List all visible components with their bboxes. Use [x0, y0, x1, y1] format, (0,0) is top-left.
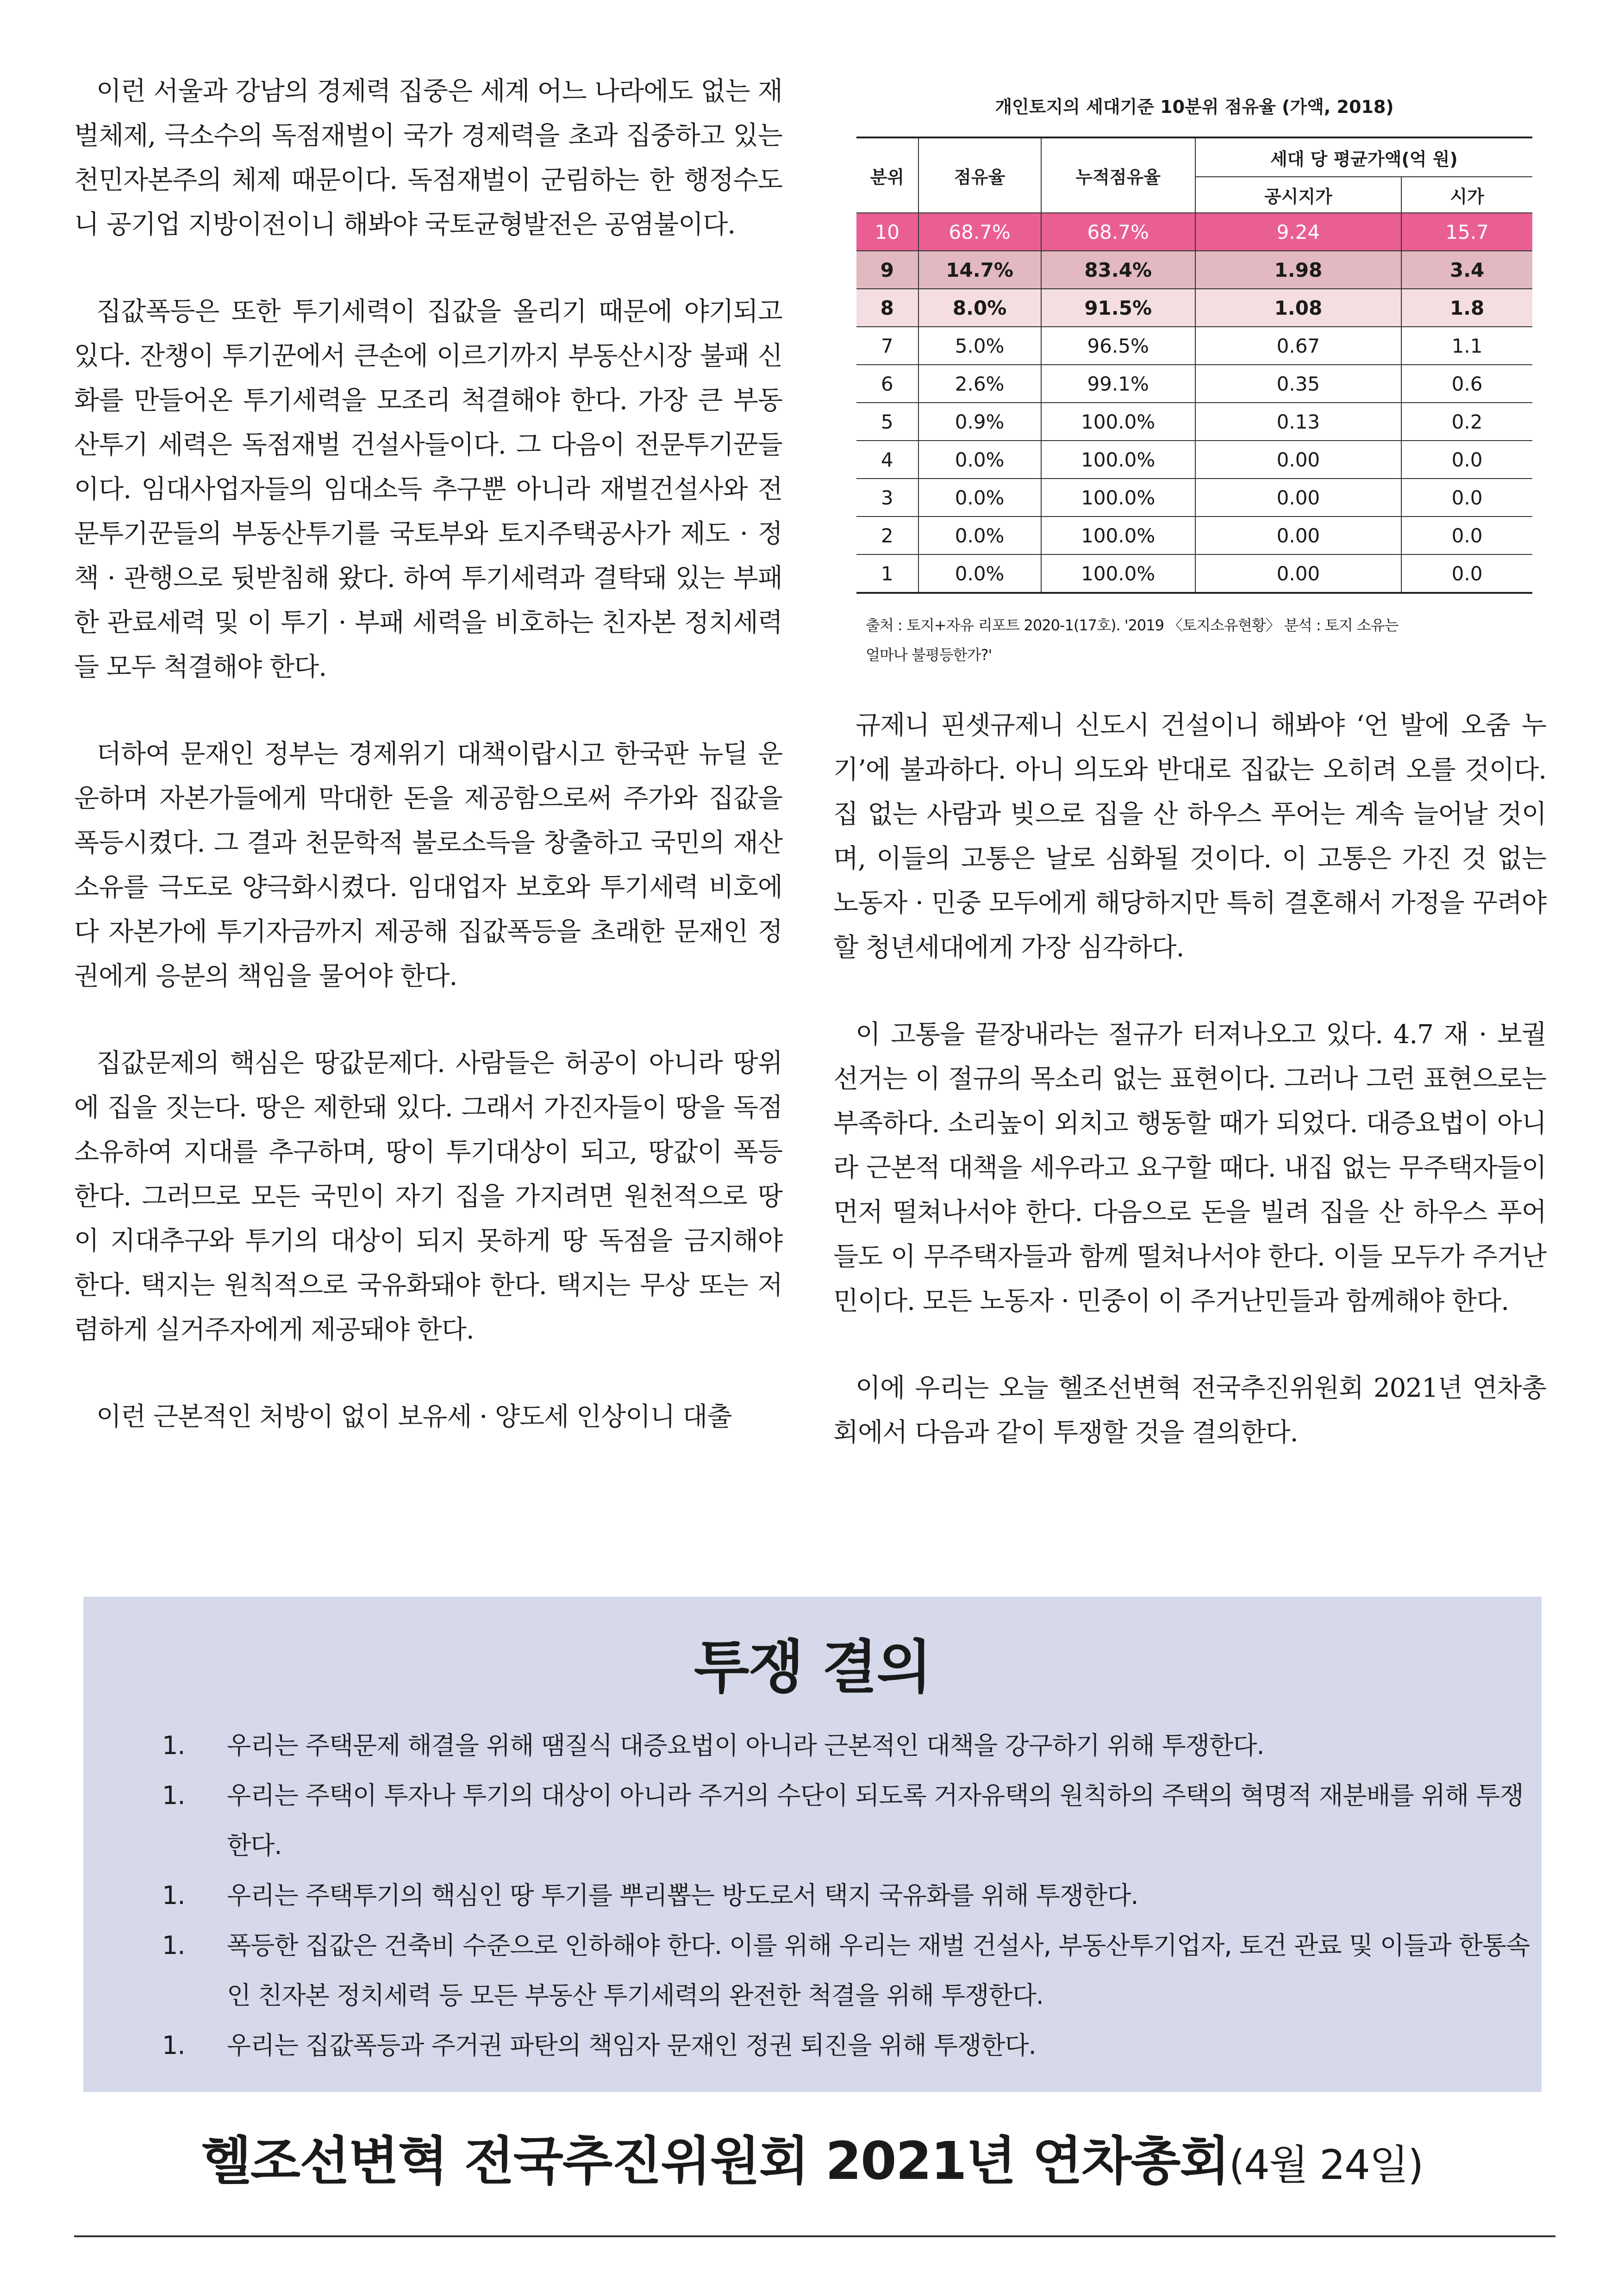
table-row [856, 403, 1532, 441]
cell-official: 0.00 [1195, 554, 1401, 593]
table-row [856, 441, 1532, 479]
table-source [866, 610, 1532, 670]
cell-share: 8.0% [918, 289, 1041, 327]
cell-cumulative: 83.4% [1041, 251, 1195, 289]
table-source-line: 출처 : 토지+자유 리포트 2020-1(17호). '2019 〈토지소유현황〉 분석 : 토지 소유는 [866, 616, 1399, 634]
resolution-list [83, 1721, 1542, 2071]
header-market-price: 시가 [1401, 177, 1532, 213]
paragraph: 더하여 문재인 정부는 경제위기 대책이랍시고 한국판 뉴딜 운운하며 자본가들에게 막대한 돈을 제공함으로써 주가와 집값을 폭등시켰다. 그 결과 천문학적 불로소득을 창출하고 국민의 재산소유를 극도로 양극화시켰다. 임대업자 보호와 투기세력 비호에다 자본가에 투기자금까지 제공해 집값폭등을 초래한 문재인 정권에게 응분의 책임을 물어야 한다. [74, 739, 782, 991]
bottom-rule [74, 2235, 1555, 2237]
resolution-item [162, 1921, 1542, 2021]
cell-share: 5.0% [918, 327, 1041, 365]
cell-market: 1.1 [1401, 327, 1532, 365]
cell-decile: 7 [856, 327, 918, 365]
item-text: 폭등한 집값은 건축비 수준으로 인하해야 한다. 이를 위해 우리는 재벌 건설사, 부동산투기업자, 토건 관료 및 이들과 한통속인 친자본 정치세력 등 모든 부동산 투기세력의 완전한 척결을 위해 투쟁한다. [227, 1931, 1530, 2010]
item-number: 1. [162, 2031, 185, 2060]
cell-market: 0.0 [1401, 554, 1532, 593]
table-source-line: 얼마나 불평등한가?' [866, 646, 992, 664]
item-text: 우리는 주택투기의 핵심인 땅 투기를 뿌리뽑는 방도로서 택지 국유화를 위해 투쟁한다. [227, 1881, 1138, 1910]
cell-cumulative: 68.7% [1041, 213, 1195, 251]
table-row [856, 289, 1532, 327]
cell-market: 0.0 [1401, 479, 1532, 516]
resolution-title: 투쟁 결의 [693, 1634, 931, 1701]
cell-official: 0.13 [1195, 403, 1401, 441]
cell-share: 0.0% [918, 441, 1041, 479]
cell-decile: 10 [856, 213, 918, 251]
cell-official: 1.98 [1195, 251, 1401, 289]
item-number: 1. [162, 1781, 185, 1810]
cell-decile: 9 [856, 251, 918, 289]
cell-cumulative: 91.5% [1041, 289, 1195, 327]
resolution-item [162, 2021, 1542, 2071]
paragraph: 규제니 핀셋규제니 신도시 건설이니 해봐야 ‘언 발에 오줌 누기’에 불과하다. 아니 의도와 반대로 집값는 오히려 오를 것이다. 집 없는 사람과 빚으로 집을 산 하우스 푸어는 계속 늘어날 것이며, 이들의 고통은 날로 심화될 것이다. 이 고통은 가진 것 없는 노동자 · 민중 모두에게 해당하지만 특히 결혼해서 가정을 꾸려야 할 청년세대에게 가장 심각하다. [833, 710, 1546, 963]
cell-decile: 6 [856, 365, 918, 403]
resolution-box [83, 1597, 1542, 2092]
footer-date: (4월 24일) [1229, 2141, 1423, 2189]
footer-title-text: 헬조선변혁 전국추진위원회 2021년 연차총회 [201, 2131, 1229, 2191]
item-text: 우리는 주택이 투자나 투기의 대상이 아니라 주거의 수단이 되도록 거자유택의 원칙하의 주택의 혁명적 재분배를 위해 투쟁한다. [227, 1781, 1524, 1860]
cell-market: 15.7 [1401, 213, 1532, 251]
cell-decile: 3 [856, 479, 918, 516]
item-text: 우리는 집값폭등과 주거권 파탄의 책임자 문재인 정권 퇴진을 위해 투쟁한다. [227, 2031, 1036, 2060]
cell-decile: 1 [856, 554, 918, 593]
header-official-price: 공시지가 [1195, 177, 1401, 213]
item-number: 1. [162, 1931, 185, 1960]
cell-market: 0.0 [1401, 516, 1532, 554]
cell-cumulative: 100.0% [1041, 516, 1195, 554]
table-row [856, 479, 1532, 516]
cell-cumulative: 100.0% [1041, 441, 1195, 479]
cell-share: 0.9% [918, 403, 1041, 441]
cell-share: 0.0% [918, 479, 1041, 516]
cell-market: 3.4 [1401, 251, 1532, 289]
header-decile: 분위 [856, 137, 918, 213]
resolution-item [162, 1871, 1542, 1921]
cell-cumulative: 96.5% [1041, 327, 1195, 365]
paragraph: 이런 서울과 강남의 경제력 집중은 세계 어느 나라에도 없는 재벌체제, 극소수의 독점재벌이 국가 경제력을 초과 집중하고 있는 천민자본주의 체제 때문이다. 독점재벌이 군림하는 한 행정수도니 공기업 지방이전이니 해봐야 국토균형발전은 공염불이다. [74, 76, 782, 240]
cell-share: 14.7% [918, 251, 1041, 289]
cell-market: 0.0 [1401, 441, 1532, 479]
land-ownership-table-block [856, 93, 1532, 670]
paragraph: 집값문제의 핵심은 땅값문제다. 사람들은 허공이 아니라 땅위에 집을 짓는다. 땅은 제한돼 있다. 그래서 가진자들이 땅을 독점 소유하여 지대를 추구하며, 땅이 투기대상이 되고, 땅값이 폭등한다. 그러므로 모든 국민이 자기 집을 가지려면 원천적으로 땅이 지대추구와 투기의 대상이 되지 못하게 땅 독점을 금지해야 한다. 택지는 원칙적으로 국유화돼야 한다. 택지는 무상 또는 저렴하게 실거주자에게 제공돼야 한다. [74, 1048, 782, 1345]
table-row [856, 554, 1532, 593]
cell-official: 0.67 [1195, 327, 1401, 365]
cell-decile: 2 [856, 516, 918, 554]
paragraph: 이 고통을 끝장내라는 절규가 터져나오고 있다. 4.7 재 · 보궐선거는 이 절규의 목소리 없는 표현이다. 그러나 그런 표현으로는 부족하다. 소리높이 외치고 행동할 때가 되었다. 대증요법이 아니라 근본적 대책을 세우라고 요구할 때다. 내집 없는 무주택자들이 먼저 떨쳐나서야 한다. 다음으로 돈을 빌려 집을 산 하우스 푸어들도 이 무주택자들과 함께 떨쳐나서야 한다. 이들 모두가 주거난민이다. 모든 노동자 · 민중이 이 주거난민들과 함께해야 한다. [833, 1020, 1546, 1316]
table-row [856, 516, 1532, 554]
cell-decile: 5 [856, 403, 918, 441]
cell-share: 0.0% [918, 554, 1041, 593]
cell-official: 0.00 [1195, 516, 1401, 554]
cell-cumulative: 100.0% [1041, 479, 1195, 516]
cell-official: 1.08 [1195, 289, 1401, 327]
cell-cumulative: 99.1% [1041, 365, 1195, 403]
cell-official: 0.00 [1195, 479, 1401, 516]
cell-decile: 4 [856, 441, 918, 479]
header-share: 점유율 [918, 137, 1041, 213]
table-row [856, 213, 1532, 251]
cell-official: 0.35 [1195, 365, 1401, 403]
paragraph: 집값폭등은 또한 투기세력이 집값을 올리기 때문에 야기되고 있다. 잔챙이 투기꾼에서 큰손에 이르기까지 부동산시장 불패 신화를 만들어온 투기세력을 모조리 척결해야 한다. 가장 큰 부동산투기 세력은 독점재벌 건설사들이다. 그 다음이 전문투기꾼들이다. 임대사업자들의 임대소득 추구뿐 아니라 재벌건설사와 전문투기꾼들의 부동산투기를 국토부와 토지주택공사가 제도 · 정책 · 관행으로 뒷받침해 왔다. 하여 투기세력과 결탁돼 있는 부패한 관료세력 및 이 투기 · 부패 세력을 비호하는 친자본 정치세력들 모두 척결해야 한다. [74, 297, 782, 682]
cell-decile: 8 [856, 289, 918, 327]
cell-market: 0.2 [1401, 403, 1532, 441]
resolution-item [162, 1771, 1542, 1871]
cell-market: 1.8 [1401, 289, 1532, 327]
cell-cumulative: 100.0% [1041, 554, 1195, 593]
cell-market: 0.6 [1401, 365, 1532, 403]
item-number: 1. [162, 1881, 185, 1910]
item-text: 우리는 주택문제 해결을 위해 땜질식 대증요법이 아니라 근본적인 대책을 강구하기 위해 투쟁한다. [227, 1731, 1264, 1760]
cell-cumulative: 100.0% [1041, 403, 1195, 441]
land-ownership-table [856, 137, 1532, 594]
cell-official: 0.00 [1195, 441, 1401, 479]
left-column [74, 69, 782, 1439]
table-row [856, 327, 1532, 365]
resolution-item [162, 1721, 1542, 1771]
table-title: 개인토지의 세대기준 10분위 점유율 (가액, 2018) [995, 97, 1394, 117]
table-row [856, 251, 1532, 289]
paragraph: 이에 우리는 오늘 헬조선변혁 전국추진위원회 2021년 연차총회에서 다음과 같이 투쟁할 것을 결의한다. [833, 1373, 1546, 1448]
item-number: 1. [162, 1731, 185, 1760]
footer-title [0, 2120, 1624, 2194]
cell-share: 0.0% [918, 516, 1041, 554]
table-row [856, 365, 1532, 403]
cell-share: 2.6% [918, 365, 1041, 403]
right-column [833, 703, 1546, 1455]
header-cumulative: 누적점유율 [1041, 137, 1195, 213]
cell-share: 68.7% [918, 213, 1041, 251]
paragraph: 이런 근본적인 처방이 없이 보유세 · 양도세 인상이니 대출 [96, 1402, 732, 1432]
header-avg-value: 세대 당 평균가액(억 원) [1195, 137, 1532, 177]
cell-official: 9.24 [1195, 213, 1401, 251]
